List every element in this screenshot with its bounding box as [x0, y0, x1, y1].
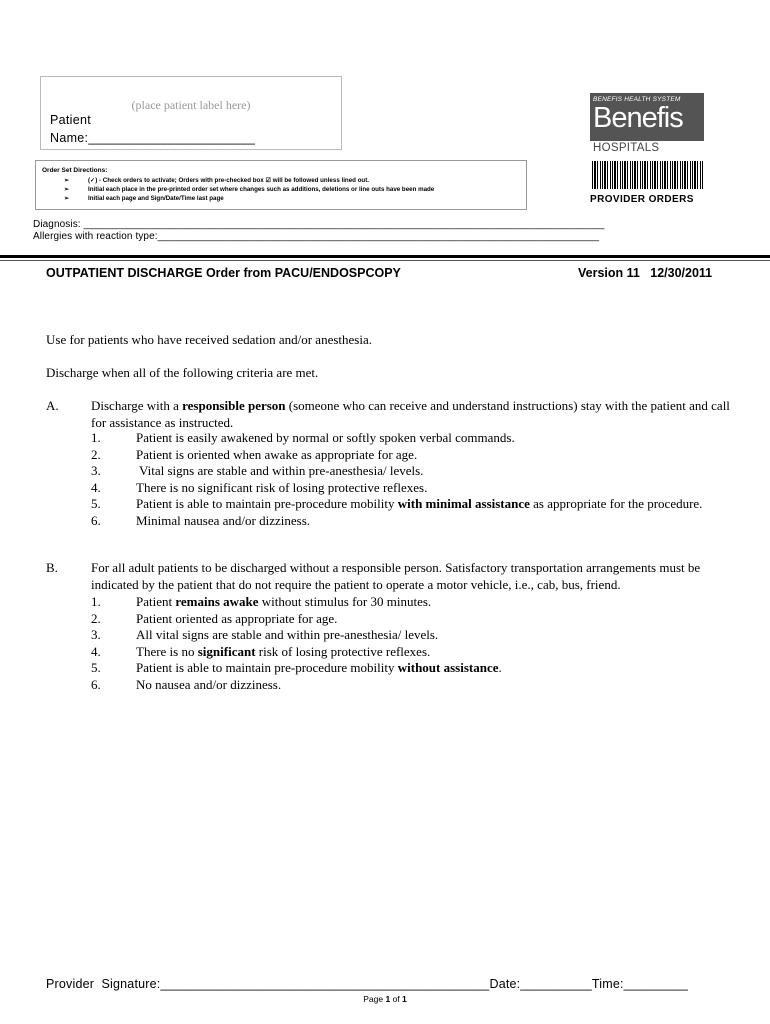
criteria-item: 1. Patient remains awake without stimulus for 30 minutes.	[91, 594, 432, 609]
provider-signature-field[interactable]: Provider Signature:______________________________________________Date:__________Time:_________	[46, 977, 689, 991]
criteria-item: 2. Patient oriented as appropriate for age.	[91, 610, 338, 626]
criteria-paragraph: Discharge when all of the following criteria are met.	[46, 365, 319, 380]
criteria-item: 6. Minimal nausea and/or dizziness.	[91, 512, 311, 528]
section-b-text: For all adult patients to be discharged without a responsible person. Satisfactory transportation arrangements must be indicated by the patient that do not require the patient to operate a motor vehicle, i.e., cab, bus, friend.	[91, 560, 701, 592]
section-a-label: A.	[46, 398, 59, 413]
patient-name-label: Patient	[50, 113, 92, 127]
arrow-bullet-icon: ➢	[64, 186, 70, 193]
logo-subtitle: HOSPITALS	[593, 142, 660, 154]
barcode-icon	[592, 161, 703, 189]
section-b-label: B.	[46, 560, 58, 575]
document-title: OUTPATIENT DISCHARGE Order from PACU/ENDOSPCOPY	[46, 266, 401, 280]
directions-title: Order Set Directions:	[42, 167, 108, 174]
patient-label-box	[40, 76, 342, 150]
intro-paragraph: Use for patients who have received sedation and/or anesthesia.	[46, 332, 372, 347]
arrow-bullet-icon: ➢	[64, 195, 70, 202]
criteria-item: 3. All vital signs are stable and within pre-anesthesia/ levels.	[91, 627, 439, 642]
patient-name-field[interactable]: Name:_______________________	[50, 131, 256, 145]
criteria-item: 4. There is no significant risk of losing protective reflexes.	[91, 479, 428, 495]
header-divider-thin	[0, 260, 770, 261]
criteria-item: 2. Patient is oriented when awake as appropriate for age.	[91, 446, 418, 462]
allergies-field[interactable]: Allergies with reaction type:______________________________________________________________________________	[33, 231, 600, 242]
arrow-bullet-icon: ➢	[64, 177, 70, 184]
criteria-item: 6. No nausea and/or dizziness.	[91, 676, 282, 692]
criteria-item: 5. Patient is able to maintain pre-procedure mobility with minimal assistance as appropriate for the procedure.	[91, 496, 703, 511]
section-b-criteria	[91, 594, 731, 693]
section-a-text: Discharge with a responsible person (someone who can receive and understand instructions) stay with the patient and call for assistance as instructed.	[91, 398, 730, 430]
logo-wordmark: Benefis	[593, 102, 683, 134]
page-number: Page 1 of 1	[363, 994, 407, 1004]
criteria-item: 5. Patient is able to maintain pre-procedure mobility without assistance.	[91, 660, 502, 675]
header-divider	[0, 255, 770, 258]
provider-orders-label: PROVIDER ORDERS	[590, 194, 694, 205]
section-a-criteria	[91, 430, 731, 529]
order-set-directions: Order Set Directions: ➢ (✓) - Check orders to activate; Orders with pre-checked box ☑ will be followed unless lined out. ➢ Initial each place in the pre-printed order set where changes such as additions, deletions or line outs have been made ➢ Initial each page and Sign/Date/Time last page	[35, 160, 527, 210]
patient-label-placeholder: (place patient label here)	[131, 98, 251, 112]
document-version: Version 11 12/30/2011	[578, 266, 713, 280]
logo-system-name: BENEFIS HEALTH SYSTEM	[593, 96, 681, 103]
criteria-item: 3. Vital signs are stable and within pre-anesthesia/ levels.	[91, 463, 424, 478]
benefis-logo	[590, 93, 704, 141]
criteria-item: 1. Patient is easily awakened by normal or softly spoken verbal commands.	[91, 430, 515, 445]
diagnosis-field[interactable]: Diagnosis: ____________________________________________________________________________________________	[33, 219, 605, 230]
criteria-item: 4. There is no significant risk of losing protective reflexes.	[91, 643, 431, 659]
